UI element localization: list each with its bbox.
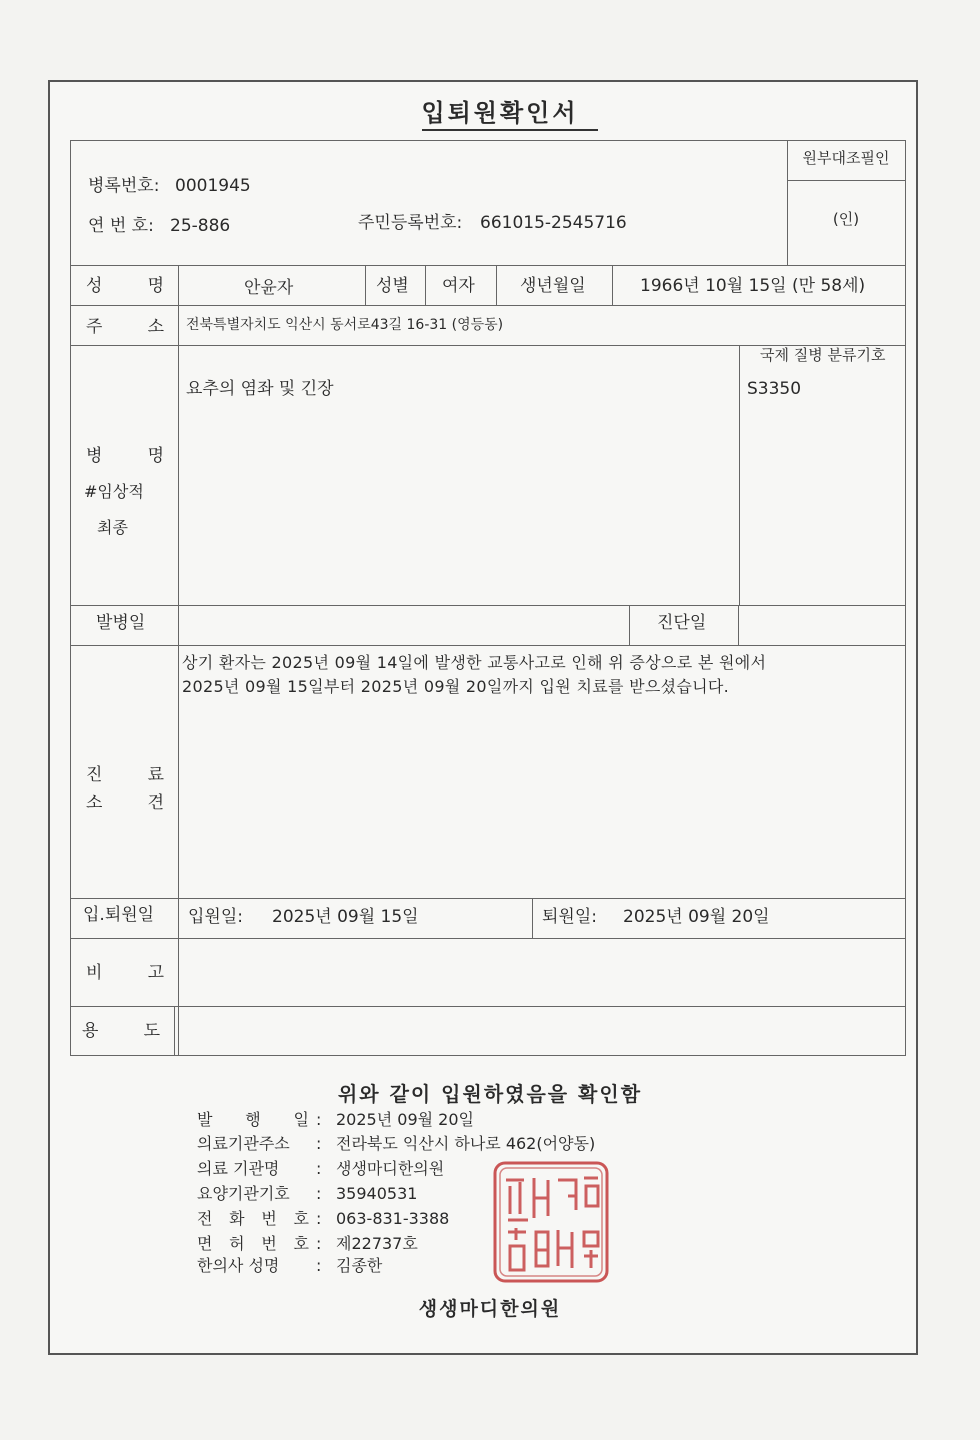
- clinic-name-label: 의료 기관명: [197, 1159, 280, 1178]
- birth-label: 생년월일: [520, 276, 586, 296]
- opinion-label-2: 소 견: [86, 793, 164, 813]
- usage-label: 용 도: [82, 1021, 160, 1041]
- document-title: 입퇴원확인서: [421, 98, 579, 127]
- diagnosis-date-label: 진단일: [657, 613, 707, 633]
- serial-no-value: 25-886: [170, 216, 231, 236]
- col-divider: [629, 605, 630, 645]
- clinic-address-label: 의료기관주소: [197, 1134, 290, 1153]
- record-no-value: 0001945: [175, 176, 251, 196]
- clinic-seal-stamp: [492, 1160, 610, 1284]
- label-column-divider: [178, 265, 179, 1055]
- address-label: 주 소: [86, 317, 164, 337]
- col-divider: [612, 265, 613, 305]
- colon: :: [316, 1134, 322, 1153]
- phone-label: 전 화 번 호: [197, 1209, 309, 1228]
- clinic-name-signature: 생생마디한의원: [418, 1298, 562, 1320]
- seal-box-rule: [787, 180, 905, 181]
- opinion-line-1: 상기 환자는 2025년 09월 14일에 발생한 교통사고로 인해 위 증상으로 본 원에서: [182, 653, 767, 672]
- patient-address: 전북특별자치도 익산시 동서로43길 16-31 (영등동): [186, 317, 504, 333]
- row-rule: [70, 645, 906, 646]
- diagnosis-sub1: #임상적: [84, 482, 144, 501]
- onset-label: 발병일: [96, 613, 146, 633]
- table-right-border: [905, 140, 906, 1055]
- diagnosis-sub2: 최종: [97, 518, 128, 537]
- admission-out-label: 퇴원일:: [542, 907, 597, 927]
- opinion-line-2: 2025년 09월 15일부터 2025년 09월 20일까지 입원 치료를 받으셨습니다.: [182, 677, 730, 696]
- patient-birth: 1966년 10월 15일 (만 58세): [640, 276, 866, 296]
- col-divider: [496, 265, 497, 305]
- icd-label: 국제 질병 분류기호: [760, 346, 886, 364]
- admission-in-date: 2025년 09월 15일: [272, 907, 419, 927]
- table-bottom-border: [70, 1055, 906, 1056]
- seal-mark: (인): [832, 210, 860, 228]
- colon: :: [316, 1184, 322, 1203]
- colon: :: [316, 1234, 322, 1253]
- col-divider: [425, 265, 426, 305]
- sex-label: 성별: [376, 276, 409, 296]
- license-label: 면 허 번 호: [197, 1234, 309, 1253]
- name-label: 성 명: [86, 276, 164, 296]
- resident-no-label: 주민등록번호:: [358, 213, 463, 233]
- disease-name: 요추의 염좌 및 긴장: [186, 379, 334, 399]
- serial-no-label: 연 번 호:: [88, 216, 154, 236]
- col-divider: [365, 265, 366, 305]
- title-underline: [422, 129, 598, 131]
- colon: :: [316, 1110, 322, 1129]
- issue-date-label: 발 행 일: [197, 1110, 309, 1129]
- table-left-border: [70, 140, 71, 1055]
- col-divider: [174, 1006, 175, 1055]
- admission-out-date: 2025년 09월 20일: [623, 907, 770, 927]
- doctor-label: 한의사 성명: [197, 1256, 280, 1275]
- care-code: 35940531: [336, 1184, 418, 1203]
- patient-sex: 여자: [442, 276, 475, 296]
- issue-date: 2025년 09월 20일: [336, 1110, 474, 1129]
- col-divider: [532, 898, 533, 938]
- colon: :: [316, 1159, 322, 1178]
- admission-label: 입.퇴원일: [83, 905, 155, 925]
- patient-name: 안윤자: [244, 278, 294, 298]
- confirmation-statement: 위와 같이 입원하였음을 확인함: [337, 1082, 643, 1106]
- doctor-name: 김종한: [336, 1256, 383, 1275]
- phone-number: 063-831-3388: [336, 1209, 450, 1228]
- table-top-border: [70, 140, 906, 141]
- col-divider: [738, 605, 739, 645]
- remarks-label: 비 고: [86, 963, 164, 983]
- colon: :: [316, 1209, 322, 1228]
- original-seal-label: 원부대조필인: [802, 149, 890, 167]
- resident-no-value: 661015-2545716: [480, 213, 627, 233]
- row-rule: [70, 265, 906, 266]
- row-rule: [70, 1006, 906, 1007]
- icd-divider: [739, 345, 740, 605]
- row-rule: [70, 938, 906, 939]
- admission-in-label: 입원일:: [188, 907, 243, 927]
- clinic-name: 생생마디한의원: [336, 1159, 445, 1178]
- row-rule: [70, 898, 906, 899]
- record-no-label: 병록번호:: [88, 176, 160, 196]
- license-number: 제22737호: [336, 1234, 418, 1253]
- icd-code: S3350: [747, 379, 802, 399]
- opinion-label-1: 진 료: [86, 765, 164, 785]
- row-rule: [70, 605, 906, 606]
- diagnosis-label: 병 명: [86, 446, 164, 466]
- row-rule: [70, 305, 906, 306]
- colon: :: [316, 1256, 322, 1275]
- clinic-address: 전라북도 익산시 하나로 462(어양동): [336, 1134, 596, 1153]
- care-code-label: 요양기관기호: [197, 1184, 290, 1203]
